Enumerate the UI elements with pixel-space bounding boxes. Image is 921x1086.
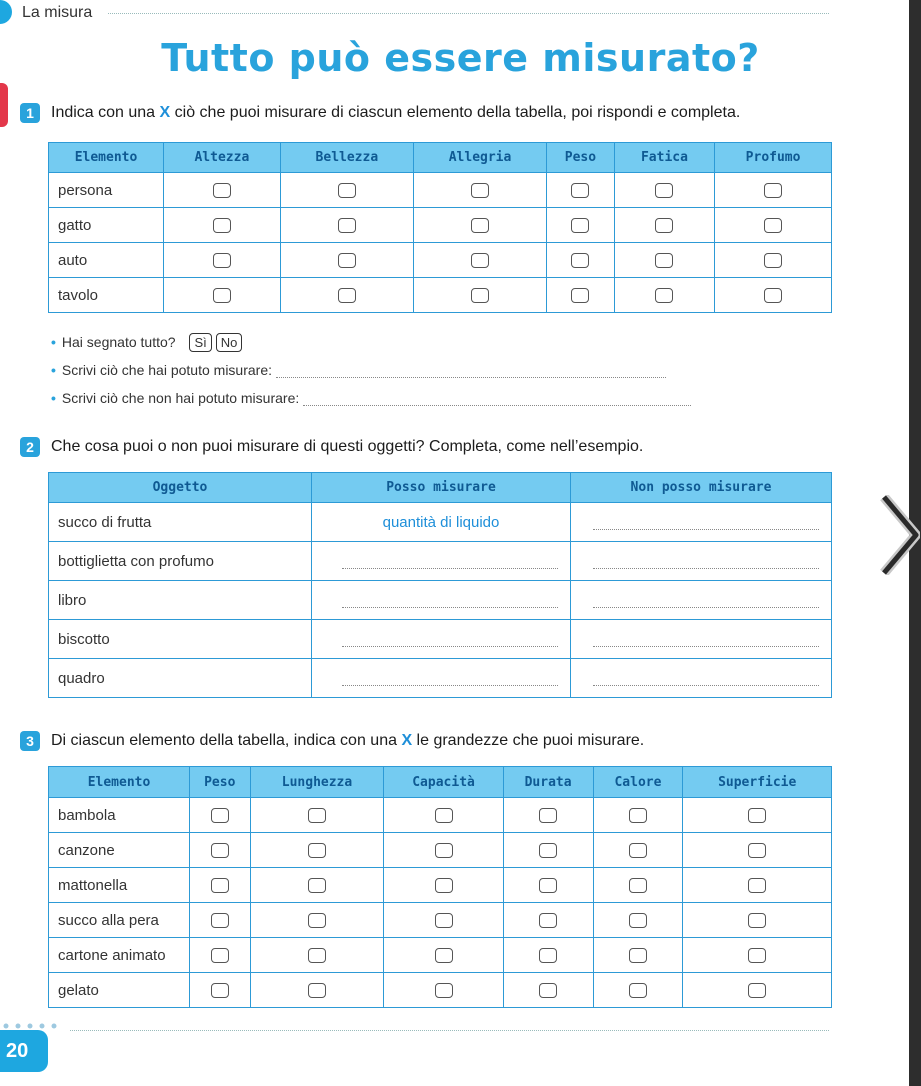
checkbox-cell bbox=[547, 278, 615, 313]
checkbox-cell bbox=[384, 833, 503, 868]
checkbox[interactable] bbox=[471, 183, 489, 198]
checkbox-cell bbox=[250, 833, 384, 868]
checkbox-cell bbox=[683, 903, 832, 938]
table-row bbox=[49, 208, 832, 243]
checkbox-cell bbox=[547, 243, 615, 278]
column-header: Elemento bbox=[49, 767, 190, 798]
column-header: Peso bbox=[547, 143, 615, 173]
table-row bbox=[49, 973, 832, 1008]
row-label: cartone animato bbox=[49, 938, 190, 973]
measurable-cell bbox=[312, 659, 571, 698]
answer-line[interactable] bbox=[593, 593, 819, 608]
table-row bbox=[49, 798, 832, 833]
answer-line[interactable] bbox=[593, 671, 819, 686]
measurable-cell bbox=[312, 581, 571, 620]
checkbox[interactable] bbox=[629, 948, 647, 963]
checkbox-cell bbox=[164, 173, 281, 208]
table-header-row bbox=[49, 767, 832, 798]
table-row bbox=[49, 581, 832, 620]
column-header: Altezza bbox=[164, 143, 281, 173]
checkbox-cell bbox=[250, 903, 384, 938]
column-header: Capacità bbox=[384, 767, 503, 798]
row-label: gatto bbox=[49, 208, 164, 243]
checkbox-cell bbox=[250, 868, 384, 903]
table-row bbox=[49, 243, 832, 278]
row-label: gelato bbox=[49, 973, 190, 1008]
exercise-2-instruction: Che cosa puoi o non puoi misurare di questi oggetti? Completa, come nell’esempio. bbox=[51, 438, 644, 455]
exercise-2-table bbox=[48, 472, 832, 698]
page-number: 20 bbox=[0, 1030, 48, 1072]
checkbox-cell bbox=[715, 243, 832, 278]
column-header: Posso misurare bbox=[312, 473, 571, 503]
column-header: Bellezza bbox=[280, 143, 413, 173]
checkbox-cell bbox=[715, 208, 832, 243]
checkbox[interactable] bbox=[748, 913, 766, 928]
next-page-chevron-icon[interactable] bbox=[880, 495, 920, 575]
checkbox[interactable] bbox=[629, 878, 647, 893]
checkbox-cell bbox=[190, 868, 251, 903]
answer-line[interactable] bbox=[593, 632, 819, 647]
checkbox-cell bbox=[190, 973, 251, 1008]
row-label: succo alla pera bbox=[49, 903, 190, 938]
checkbox-cell bbox=[715, 278, 832, 313]
checkbox[interactable] bbox=[435, 983, 453, 998]
not-measurable-cell bbox=[571, 581, 832, 620]
checkbox[interactable] bbox=[471, 253, 489, 268]
prompt-text: Scrivi ciò che hai potuto misurare: bbox=[61, 362, 272, 378]
column-header: Superficie bbox=[683, 767, 832, 798]
checkbox[interactable] bbox=[338, 218, 356, 233]
exercise-1-number: 1 bbox=[20, 103, 40, 123]
question-text: Hai segnato tutto? bbox=[61, 334, 176, 350]
instruction-text: le grandezze che puoi misurare. bbox=[412, 732, 645, 749]
row-label: bambola bbox=[49, 798, 190, 833]
answer-line[interactable] bbox=[342, 554, 558, 569]
page-title: Tutto può essere misurato? bbox=[161, 36, 760, 80]
checkbox[interactable] bbox=[764, 288, 782, 303]
checkbox[interactable] bbox=[764, 218, 782, 233]
checkbox[interactable] bbox=[213, 288, 231, 303]
table-row bbox=[49, 503, 832, 542]
bullet-icon: • bbox=[51, 362, 56, 378]
not-measured-prompt bbox=[51, 390, 691, 406]
answer-yes-box[interactable]: Sì bbox=[189, 333, 211, 352]
checkbox[interactable] bbox=[435, 843, 453, 858]
checkbox-cell bbox=[280, 278, 413, 313]
not-measurable-cell bbox=[571, 542, 832, 581]
checkbox[interactable] bbox=[308, 983, 326, 998]
checkbox[interactable] bbox=[435, 808, 453, 823]
checkbox[interactable] bbox=[539, 913, 557, 928]
checkbox[interactable] bbox=[211, 983, 229, 998]
row-label: canzone bbox=[49, 833, 190, 868]
checkbox-cell bbox=[164, 208, 281, 243]
measurable-cell bbox=[312, 542, 571, 581]
checkbox-cell bbox=[683, 833, 832, 868]
answer-line[interactable] bbox=[303, 405, 691, 406]
object-label: bottiglietta con profumo bbox=[49, 542, 312, 581]
checkbox[interactable] bbox=[435, 913, 453, 928]
checkbox-cell bbox=[593, 938, 683, 973]
checkbox-cell bbox=[164, 243, 281, 278]
answer-line[interactable] bbox=[593, 515, 819, 530]
checkbox-cell bbox=[503, 938, 593, 973]
checkbox[interactable] bbox=[308, 808, 326, 823]
check-question bbox=[51, 333, 242, 352]
section-marker bbox=[0, 83, 8, 127]
checkbox[interactable] bbox=[213, 218, 231, 233]
checkbox[interactable] bbox=[655, 218, 673, 233]
not-measurable-cell bbox=[571, 503, 832, 542]
checkbox-cell bbox=[384, 868, 503, 903]
checkbox[interactable] bbox=[748, 843, 766, 858]
checkbox-cell bbox=[683, 798, 832, 833]
x-mark: X bbox=[159, 104, 171, 121]
checkbox-cell bbox=[384, 938, 503, 973]
column-header: Elemento bbox=[49, 143, 164, 173]
table-row bbox=[49, 542, 832, 581]
checkbox[interactable] bbox=[338, 253, 356, 268]
checkbox-cell bbox=[413, 208, 546, 243]
exercise-2-number: 2 bbox=[20, 437, 40, 457]
footer-divider bbox=[70, 1030, 829, 1031]
column-header: Non posso misurare bbox=[571, 473, 832, 503]
checkbox-cell bbox=[250, 798, 384, 833]
prompt-text: Scrivi ciò che non hai potuto misurare: bbox=[61, 390, 300, 406]
table-row bbox=[49, 659, 832, 698]
checkbox[interactable] bbox=[539, 808, 557, 823]
table-row bbox=[49, 938, 832, 973]
checkbox[interactable] bbox=[539, 878, 557, 893]
checkbox-cell bbox=[593, 868, 683, 903]
checkbox[interactable] bbox=[539, 843, 557, 858]
checkbox[interactable] bbox=[629, 843, 647, 858]
measured-prompt bbox=[51, 362, 666, 378]
checkbox[interactable] bbox=[748, 948, 766, 963]
checkbox[interactable] bbox=[571, 183, 589, 198]
checkbox-cell bbox=[250, 938, 384, 973]
checkbox-cell bbox=[614, 208, 714, 243]
checkbox-cell bbox=[280, 208, 413, 243]
checkbox[interactable] bbox=[655, 183, 673, 198]
x-mark: X bbox=[401, 732, 413, 749]
checkbox-cell bbox=[164, 278, 281, 313]
checkbox[interactable] bbox=[338, 288, 356, 303]
checkbox-cell bbox=[413, 173, 546, 208]
exercise-3-table bbox=[48, 766, 832, 1008]
checkbox-cell bbox=[503, 973, 593, 1008]
checkbox-cell bbox=[190, 798, 251, 833]
checkbox-cell bbox=[190, 903, 251, 938]
column-header: Allegria bbox=[413, 143, 546, 173]
checkbox[interactable] bbox=[211, 913, 229, 928]
table-row bbox=[49, 868, 832, 903]
not-measurable-cell bbox=[571, 620, 832, 659]
measurable-cell bbox=[312, 620, 571, 659]
exercise-3-instruction bbox=[51, 732, 644, 750]
checkbox[interactable] bbox=[213, 253, 231, 268]
bullet-icon: • bbox=[51, 334, 56, 350]
chapter-divider bbox=[108, 13, 829, 14]
row-label: persona bbox=[49, 173, 164, 208]
checkbox-cell bbox=[384, 798, 503, 833]
checkbox[interactable] bbox=[748, 808, 766, 823]
object-label: biscotto bbox=[49, 620, 312, 659]
checkbox[interactable] bbox=[211, 843, 229, 858]
checkbox-cell bbox=[614, 278, 714, 313]
checkbox[interactable] bbox=[308, 913, 326, 928]
checkbox-cell bbox=[413, 243, 546, 278]
not-measurable-cell bbox=[571, 659, 832, 698]
object-label: succo di frutta bbox=[49, 503, 312, 542]
checkbox[interactable] bbox=[764, 253, 782, 268]
checkbox-cell bbox=[715, 173, 832, 208]
checkbox[interactable] bbox=[308, 878, 326, 893]
column-header: Lunghezza bbox=[250, 767, 384, 798]
table-row bbox=[49, 278, 832, 313]
chapter-tab bbox=[0, 0, 12, 24]
checkbox[interactable] bbox=[571, 288, 589, 303]
checkbox[interactable] bbox=[471, 288, 489, 303]
checkbox[interactable] bbox=[629, 808, 647, 823]
column-header: Fatica bbox=[614, 143, 714, 173]
checkbox-cell bbox=[503, 798, 593, 833]
checkbox-cell bbox=[593, 973, 683, 1008]
checkbox[interactable] bbox=[213, 183, 231, 198]
answer-no-box[interactable]: No bbox=[216, 333, 243, 352]
row-label: tavolo bbox=[49, 278, 164, 313]
checkbox[interactable] bbox=[435, 948, 453, 963]
answer-line[interactable] bbox=[276, 377, 666, 378]
checkbox-cell bbox=[593, 798, 683, 833]
table-row bbox=[49, 620, 832, 659]
row-label: auto bbox=[49, 243, 164, 278]
checkbox[interactable] bbox=[629, 983, 647, 998]
object-label: libro bbox=[49, 581, 312, 620]
checkbox[interactable] bbox=[539, 948, 557, 963]
example-answer: quantità di liquido bbox=[312, 503, 571, 542]
answer-line[interactable] bbox=[342, 632, 558, 647]
checkbox[interactable] bbox=[571, 253, 589, 268]
table-header-row bbox=[49, 473, 832, 503]
checkbox-cell bbox=[683, 868, 832, 903]
checkbox-cell bbox=[614, 173, 714, 208]
checkbox-cell bbox=[547, 208, 615, 243]
checkbox[interactable] bbox=[308, 948, 326, 963]
checkbox-cell bbox=[280, 173, 413, 208]
answer-line[interactable] bbox=[342, 671, 558, 686]
checkbox[interactable] bbox=[629, 913, 647, 928]
checkbox-cell bbox=[413, 278, 546, 313]
checkbox-cell bbox=[547, 173, 615, 208]
checkbox[interactable] bbox=[471, 218, 489, 233]
checkbox-cell bbox=[190, 938, 251, 973]
checkbox[interactable] bbox=[655, 253, 673, 268]
column-header: Calore bbox=[593, 767, 683, 798]
checkbox[interactable] bbox=[211, 808, 229, 823]
checkbox-cell bbox=[250, 973, 384, 1008]
checkbox-cell bbox=[593, 833, 683, 868]
table-row bbox=[49, 903, 832, 938]
checkbox[interactable] bbox=[435, 878, 453, 893]
checkbox-cell bbox=[280, 243, 413, 278]
exercise-1-table bbox=[48, 142, 832, 313]
column-header: Oggetto bbox=[49, 473, 312, 503]
checkbox[interactable] bbox=[338, 183, 356, 198]
checkbox-cell bbox=[503, 903, 593, 938]
checkbox[interactable] bbox=[655, 288, 673, 303]
checkbox-cell bbox=[683, 938, 832, 973]
answer-line[interactable] bbox=[342, 593, 558, 608]
checkbox-cell bbox=[384, 973, 503, 1008]
checkbox-cell bbox=[503, 833, 593, 868]
checkbox-cell bbox=[190, 833, 251, 868]
column-header: Peso bbox=[190, 767, 251, 798]
checkbox[interactable] bbox=[211, 878, 229, 893]
checkbox-cell bbox=[593, 903, 683, 938]
column-header: Durata bbox=[503, 767, 593, 798]
table-row bbox=[49, 173, 832, 208]
instruction-text: Indica con una bbox=[51, 104, 160, 121]
checkbox-cell bbox=[683, 973, 832, 1008]
column-header: Profumo bbox=[715, 143, 832, 173]
object-label: quadro bbox=[49, 659, 312, 698]
checkbox-cell bbox=[503, 868, 593, 903]
checkbox-cell bbox=[384, 903, 503, 938]
bullet-icon: • bbox=[51, 390, 56, 406]
checkbox[interactable] bbox=[571, 218, 589, 233]
answer-line[interactable] bbox=[593, 554, 819, 569]
checkbox[interactable] bbox=[539, 983, 557, 998]
table-row bbox=[49, 833, 832, 868]
checkbox[interactable] bbox=[764, 183, 782, 198]
checkbox[interactable] bbox=[211, 948, 229, 963]
row-label: mattonella bbox=[49, 868, 190, 903]
instruction-text: Di ciascun elemento della tabella, indica con una bbox=[51, 732, 402, 749]
exercise-3-number: 3 bbox=[20, 731, 40, 751]
checkbox[interactable] bbox=[308, 843, 326, 858]
exercise-1-instruction bbox=[51, 104, 740, 122]
checkbox[interactable] bbox=[748, 878, 766, 893]
instruction-text: ciò che puoi misurare di ciascun elemento della tabella, poi rispondi e completa. bbox=[170, 104, 741, 121]
checkbox[interactable] bbox=[748, 983, 766, 998]
checkbox-cell bbox=[614, 243, 714, 278]
table-header-row bbox=[49, 143, 832, 173]
chapter-label: La misura bbox=[22, 4, 93, 21]
